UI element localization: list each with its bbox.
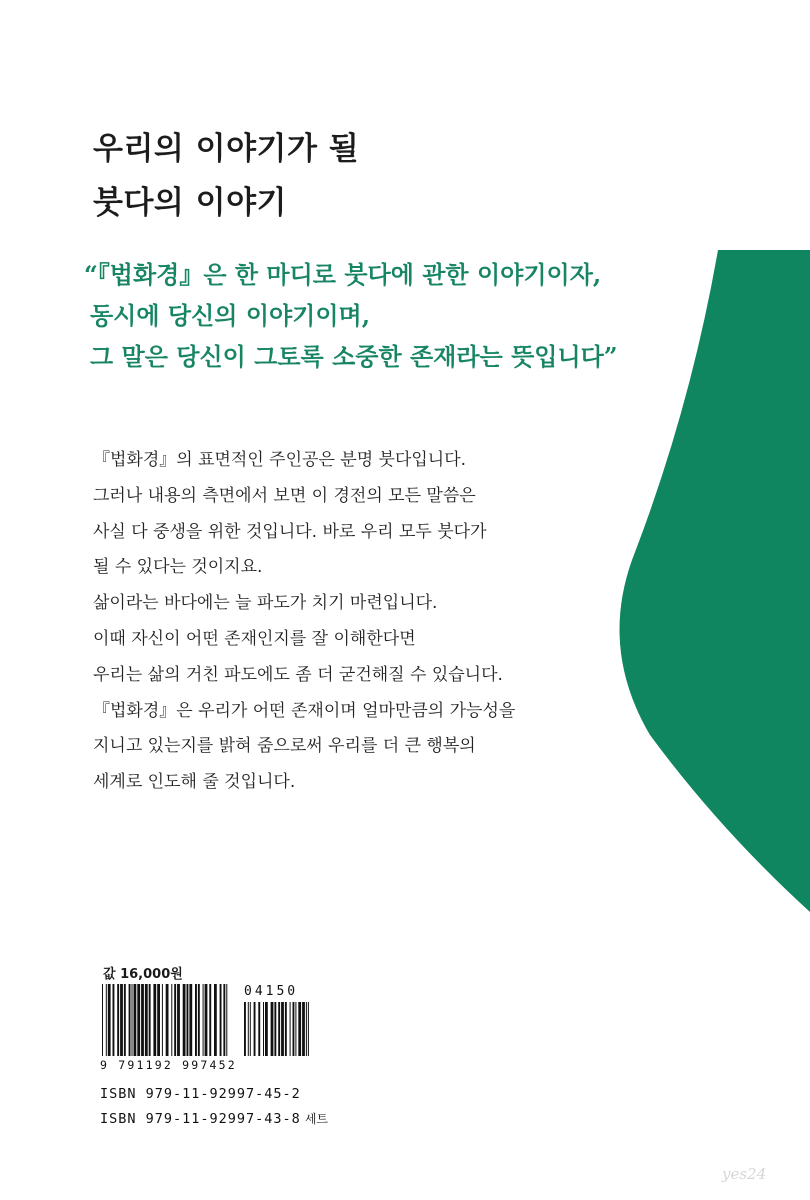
barcode-bar: [124, 984, 126, 1056]
body-line: 삶이라는 바다에는 늘 파도가 치기 마련입니다.: [93, 593, 438, 614]
barcode-bar: [306, 1002, 307, 1056]
barcode-bar: [250, 1002, 251, 1056]
barcode-bar: [132, 984, 133, 1056]
barcode-bar: [203, 984, 204, 1056]
body-line: 지니고 있는지를 밝혀 줌으로써 우리를 더 큰 행복의: [93, 736, 476, 757]
barcode-main-bars: [102, 984, 227, 1056]
barcode-bar: [281, 1002, 284, 1056]
barcode-bar: [120, 984, 123, 1056]
isbn-set-label: 세트: [304, 1112, 328, 1126]
barcode-bar: [189, 984, 192, 1056]
price-label: 값 16,000원: [103, 967, 183, 982]
quote-line-1: “『법화경』은 한 마디로 붓다에 관한 이야기이자,: [84, 260, 602, 289]
body-line: 이때 자신이 어떤 존재인지를 잘 이해한다면: [93, 628, 416, 649]
barcode-ean-digits: 9 791192 997452: [100, 1058, 237, 1072]
barcode-bar: [271, 1002, 274, 1056]
barcode-bar: [153, 984, 156, 1056]
barcode-bar: [223, 984, 225, 1056]
headline: [93, 122, 359, 230]
barcode-bar: [117, 984, 119, 1056]
body-line: 『법화경』의 표면적인 주인공은 분명 붓다입니다.: [93, 450, 467, 470]
barcode-bar: [263, 1002, 264, 1056]
barcode-bar: [248, 1002, 249, 1056]
barcode-bar: [295, 1002, 296, 1056]
headline-line-2: 붓다의 이야기: [93, 185, 287, 221]
barcode-bar: [220, 984, 222, 1056]
barcode-bar: [187, 984, 189, 1056]
barcode-bar: [290, 1002, 291, 1056]
barcode-bar: [258, 1002, 260, 1056]
barcode-bar: [278, 1002, 280, 1056]
barcode-bar: [308, 1002, 309, 1056]
barcode-bar: [145, 984, 148, 1056]
barcode-bar: [141, 984, 144, 1056]
barcode-bar: [214, 984, 217, 1056]
barcode-bar: [285, 1002, 287, 1056]
body-line: 우리는 삶의 거친 파도에도 좀 더 굳건해질 수 있습니다.: [93, 664, 503, 685]
barcode-bar: [226, 984, 227, 1056]
barcode-bar: [298, 1002, 301, 1056]
barcode-bar: [157, 984, 160, 1056]
barcode-bar: [302, 1002, 305, 1056]
body-line: 될 수 있다는 것이지요.: [93, 557, 263, 578]
barcode-bar: [137, 984, 140, 1056]
headline-line-1: 우리의 이야기가 될: [93, 131, 360, 167]
yes24-watermark: yes24: [722, 1165, 767, 1183]
barcode-bar: [177, 984, 180, 1056]
barcode-bar: [195, 984, 197, 1056]
barcode-bar: [205, 984, 208, 1056]
barcode-bar: [102, 984, 103, 1056]
barcode-bar: [129, 984, 131, 1056]
barcode-bar: [209, 984, 211, 1056]
barcode-addon-digits: 04150: [244, 984, 299, 999]
barcode-bar: [274, 1002, 276, 1056]
barcode-bar: [265, 1002, 268, 1056]
barcode-bar: [108, 984, 111, 1056]
barcode-bar: [113, 984, 115, 1056]
body-line: 사실 다 중생을 위한 것입니다. 바로 우리 모두 붓다가: [93, 521, 487, 542]
barcode-bar: [106, 984, 107, 1056]
barcode-bar: [293, 1002, 295, 1056]
barcode-addon-bars: [244, 1002, 309, 1056]
barcode-bar: [134, 984, 137, 1056]
body-line: 그러나 내용의 측면에서 보면 이 경전의 모든 말씀은: [93, 485, 476, 506]
barcode-bar: [171, 984, 172, 1056]
body-line: 『법화경』은 우리가 어떤 존재이며 얼마만큼의 가능성을: [93, 700, 516, 721]
barcode-bar: [183, 984, 186, 1056]
isbn-line-2-number: ISBN 979-11-92997-43-8: [100, 1111, 301, 1127]
barcode-bar: [162, 984, 163, 1056]
barcode-bar: [174, 984, 176, 1056]
quote-line-3: 그 말은 당신이 그토록 소중한 존재라는 뜻입니다”: [90, 342, 618, 371]
barcode-bar: [254, 1002, 256, 1056]
barcode-bar: [244, 1002, 246, 1056]
body-line: 세계로 인도해 줄 것입니다.: [93, 772, 296, 793]
isbn-line-1: ISBN 979-11-92997-45-2: [100, 1086, 301, 1102]
barcode-bar: [198, 984, 200, 1056]
barcode-bar: [149, 984, 151, 1056]
quote-line-2: 동시에 당신의 이야기이며,: [90, 301, 371, 330]
barcode-bar: [166, 984, 169, 1056]
pull-quote: [84, 254, 618, 377]
isbn-line-2: [100, 1110, 328, 1127]
body-paragraph: [93, 443, 515, 801]
